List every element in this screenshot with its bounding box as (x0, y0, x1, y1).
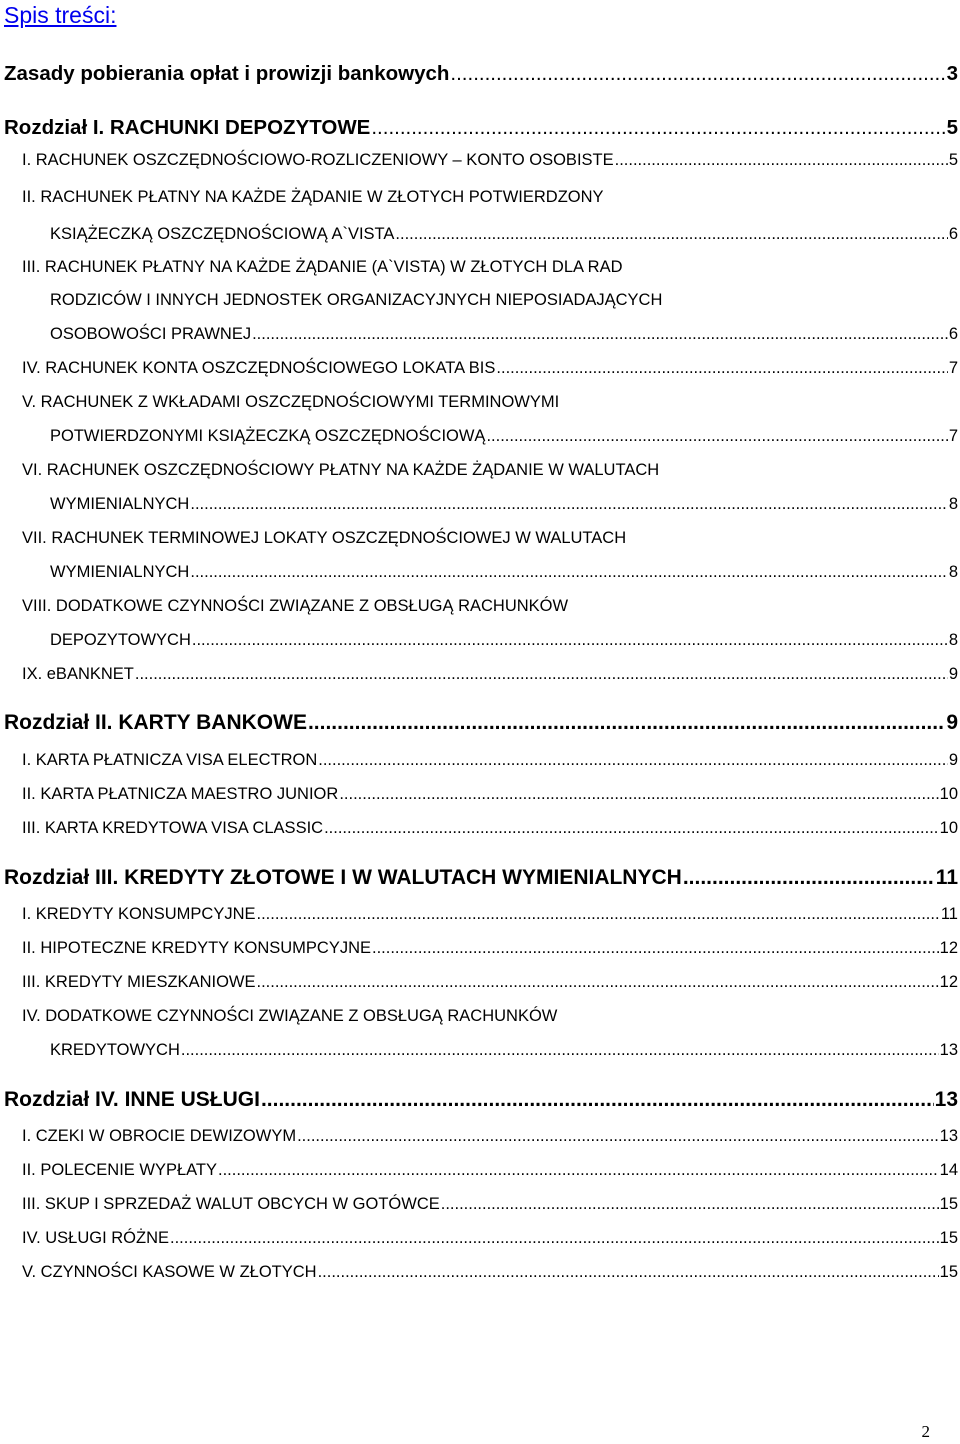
toc-entry-text: IX. eBANKNET (22, 665, 134, 683)
toc-leader (308, 711, 945, 735)
toc-entry-text: OSOBOWOŚCI PRAWNEJ (50, 325, 252, 343)
toc-leader (496, 359, 947, 378)
toc-entry-text[interactable]: V. RACHUNEK Z WKŁADAMI OSZCZĘDNOŚCIOWYMI TERMINOWYMI (22, 393, 560, 411)
toc-entry[interactable] (50, 325, 958, 344)
toc-entry-text[interactable]: III. RACHUNEK PŁATNY NA KAŻDE ŻĄDANIE (A`VISTA) W ZŁOTYCH DLA RAD (22, 258, 623, 276)
toc-entry[interactable] (50, 563, 958, 582)
toc-entry[interactable] (22, 1229, 958, 1248)
toc-entry-text: I. KREDYTY KONSUMPCYJNE (22, 905, 256, 923)
toc-entry-text[interactable]: VII. RACHUNEK TERMINOWEJ LOKATY OSZCZĘDNOŚCIOWEJ W WALUTACH (22, 529, 627, 547)
toc-entry-page: 11 (935, 866, 958, 889)
toc-entry-text: KSIĄŻECZKĄ OSZCZĘDNOŚCIOWĄ A`VISTA (50, 225, 395, 243)
toc-entry-page: 5 (948, 151, 958, 169)
toc-leader (257, 905, 940, 924)
toc-leader (252, 325, 948, 344)
toc-entry-text: POTWIERDZONYMI KSIĄŻECZKĄ OSZCZĘDNOŚCIOWĄ (50, 427, 486, 445)
toc-entry-text: WYMIENIALNYCH (50, 563, 190, 581)
toc-entry-text: III. SKUP I SPRZEDAŻ WALUT OBCYCH W GOTÓWCE (22, 1195, 440, 1213)
toc-entry-text: II. KARTA PŁATNICZA MAESTRO JUNIOR (22, 785, 339, 803)
toc-leader (371, 116, 945, 140)
toc-leader (324, 819, 939, 838)
toc-leader (190, 495, 947, 514)
toc-entry-text: WYMIENIALNYCH (50, 495, 190, 513)
toc-entry[interactable] (22, 1161, 958, 1180)
toc-entry[interactable] (50, 495, 958, 514)
toc-leader (486, 427, 947, 446)
toc-entry-page: 10 (939, 785, 958, 803)
toc-entry-text: III. KREDYTY MIESZKANIOWE (22, 973, 256, 991)
toc-entry-text: Rozdział I. RACHUNKI DEPOZYTOWE (4, 116, 371, 139)
toc-leader (318, 751, 948, 770)
toc-entry[interactable] (22, 785, 958, 804)
toc-entry-page: 6 (948, 325, 958, 343)
toc-entry-page: 7 (948, 427, 958, 445)
toc-entry-page: 9 (948, 665, 958, 683)
toc-entry-text: Rozdział II. KARTY BANKOWE (4, 711, 307, 734)
toc-entry-text: III. KARTA KREDYTOWA VISA CLASSIC (22, 819, 324, 837)
toc-entry-text[interactable]: RODZICÓW I INNYCH JEDNOSTEK ORGANIZACYJNYCH NIEPOSIADAJĄCYCH (50, 291, 663, 309)
toc-entry[interactable] (22, 665, 958, 684)
toc-leader (256, 973, 938, 992)
toc-entry[interactable] (22, 819, 958, 838)
toc-entry-page: 8 (948, 495, 958, 513)
toc-leader (615, 151, 948, 170)
toc-entry-text: I. CZEKI W OBROCIE DEWIZOWYM (22, 1127, 297, 1145)
toc-entry-text: II. HIPOTECZNE KREDYTY KONSUMPCYJNE (22, 939, 371, 957)
toc-entry-text: IV. RACHUNEK KONTA OSZCZĘDNOŚCIOWEGO LOKATA BIS (22, 359, 496, 377)
toc-entry-text: II. POLECENIE WYPŁATY (22, 1161, 217, 1179)
toc-entry-text[interactable]: VI. RACHUNEK OSZCZĘDNOŚCIOWY PŁATNY NA KAŻDE ŻĄDANIE W WALUTACH (22, 461, 660, 479)
toc-leader (339, 785, 938, 804)
toc-leader (192, 631, 948, 650)
toc-entry-text[interactable]: IV. DODATKOWE CZYNNOŚCI ZWIĄZANE Z OBSŁUGĄ RACHUNKÓW (22, 1007, 558, 1025)
toc-leader (181, 1041, 939, 1060)
toc-entry-page: 6 (948, 225, 958, 243)
toc-entry-text: IV. USŁUGI RÓŻNE (22, 1229, 170, 1247)
toc-leader (683, 866, 935, 890)
toc-entry[interactable] (22, 1127, 958, 1146)
toc-entry[interactable] (22, 905, 958, 924)
toc-entry-page: 13 (934, 1088, 958, 1111)
toc-entry[interactable] (50, 631, 958, 650)
toc-leader (190, 563, 947, 582)
toc-entry[interactable] (22, 359, 958, 378)
page-number: 2 (921, 1422, 930, 1441)
toc-entry[interactable] (4, 62, 958, 86)
toc-leader (170, 1229, 939, 1248)
toc-entry-text: Zasady pobierania opłat i prowizji bankowych (4, 62, 450, 85)
toc-leader (441, 1195, 939, 1214)
toc-entry-page: 5 (946, 116, 958, 139)
toc-entry-page: 10 (939, 819, 958, 837)
toc-entry-page: 9 (946, 711, 958, 734)
toc-entry-text: KREDYTOWYCH (50, 1041, 180, 1059)
toc-entry-page: 15 (939, 1195, 958, 1213)
toc-entry[interactable] (22, 973, 958, 992)
toc-entry-page: 8 (948, 563, 958, 581)
toc-entry[interactable] (50, 1041, 958, 1060)
toc-entry-text[interactable]: VIII. DODATKOWE CZYNNOŚCI ZWIĄZANE Z OBSŁUGĄ RACHUNKÓW (22, 597, 569, 615)
toc-entry[interactable] (22, 1263, 958, 1282)
toc-entry[interactable] (22, 1195, 958, 1214)
toc-leader (218, 1161, 939, 1180)
toc-entry[interactable] (4, 116, 958, 140)
toc-leader (395, 225, 947, 244)
toc-entry-page: 12 (939, 973, 958, 991)
toc-entry[interactable] (4, 711, 958, 735)
toc-leader (135, 665, 948, 684)
toc-entry[interactable] (22, 751, 958, 770)
toc-entry-text: I. RACHUNEK OSZCZĘDNOŚCIOWO-ROZLICZENIOWY – KONTO OSOBISTE (22, 151, 614, 169)
toc-entry-text: Rozdział III. KREDYTY ZŁOTOWE I W WALUTACH WYMIENIALNYCH (4, 866, 682, 889)
toc-entry-text: V. CZYNNOŚCI KASOWE W ZŁOTYCH (22, 1263, 317, 1281)
toc-entry-page: 15 (939, 1263, 958, 1281)
toc-entry-page: 7 (948, 359, 958, 377)
toc-entry-text: DEPOZYTOWYCH (50, 631, 191, 649)
toc-leader (372, 939, 939, 958)
toc-entry-page: 11 (940, 905, 958, 923)
toc-entry-text: Rozdział IV. INNE USŁUGI (4, 1088, 260, 1111)
toc-entry-page: 14 (939, 1161, 958, 1179)
toc-leader (297, 1127, 939, 1146)
toc-entry-page: 8 (948, 631, 958, 649)
toc-entry-page: 3 (946, 62, 958, 85)
toc-entry-text: I. KARTA PŁATNICZA VISA ELECTRON (22, 751, 318, 769)
toc-entry-page: 15 (939, 1229, 958, 1247)
toc-entry[interactable] (4, 866, 958, 890)
toc-entry-page: 9 (948, 751, 958, 769)
toc-leader (261, 1088, 934, 1112)
toc-entry[interactable] (22, 939, 958, 958)
toc-entry-text[interactable]: II. RACHUNEK PŁATNY NA KAŻDE ŻĄDANIE W ZŁOTYCH POTWIERDZONY (22, 188, 604, 206)
toc-leader (450, 62, 945, 86)
toc-title[interactable]: Spis treści: (4, 2, 117, 28)
toc-leader (318, 1263, 939, 1282)
toc-entry-page: 13 (939, 1041, 958, 1059)
toc-entry[interactable] (22, 151, 958, 170)
toc-entry[interactable] (50, 427, 958, 446)
toc-entry[interactable] (50, 225, 958, 244)
toc-entry-page: 13 (939, 1127, 958, 1145)
toc-entry-page: 12 (939, 939, 958, 957)
toc-entry[interactable] (4, 1088, 958, 1112)
